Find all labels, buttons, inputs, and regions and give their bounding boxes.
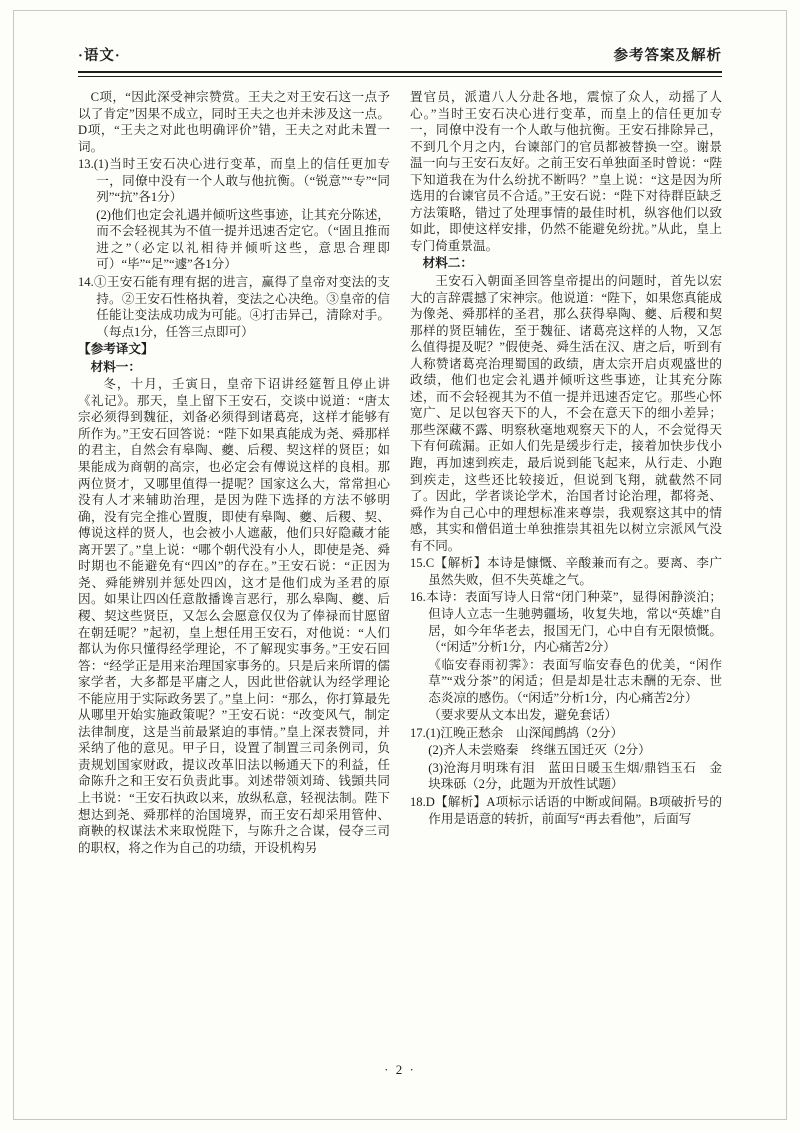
paragraph: 13.(1)当时王安石决心进行变革，而皇上的信任更加专一，同僚中没有一个人敢与他抗衡。（“锐意”“专”“同列”“抗”各1分） (78, 157, 390, 205)
page-footer (0, 1062, 800, 1078)
paragraph: (2)齐人未尝赂秦 终继五国迁灭（2分） (428, 743, 651, 758)
left-column (78, 89, 390, 1039)
paragraph: 14.①王安石能有理有据的进言，赢得了皇帝对变法的支持。②王安石性格执着，变法之心决绝。③皇帝的信任能让变法成功成为可能。④打击异己，清除对手。（每点1分，任答三点即可） (78, 275, 390, 339)
paragraph: 材料一： (90, 359, 141, 374)
header-divider (78, 71, 722, 77)
paragraph: (2)他们也定会礼遇并倾听这些事迹，让其充分陈述，而不会轻视其为不值一提并迅速否定它。（“固且推而进之”（必定以礼相待并倾听这些，意思合理即可）“毕”“足”“遽”各1分） (96, 207, 390, 272)
subject-label: ·语文· (78, 48, 121, 64)
paragraph: 18.D【解析】A项标示话语的中断或间隔。B项破折号的作用是语意的转折，前面写“再去看他”，后面写 (410, 794, 722, 826)
paragraph: C项，“因此深受神宗赞赏。王夫之对王安石这一点予以了肯定”因果不成立，同时王夫之也并未涉及这一点。D项，“王夫之对此也明确评价”错，王夫之对此未置一词。 (78, 90, 390, 154)
page-header (78, 44, 722, 65)
paragraph: 王安石入朝面圣回答皇帝提出的问题时，首先以宏大的言辞震撼了宋神宗。他说道：“陛下，如果您真能成为像尧、舜那样的圣君，那么获得皋陶、夔、后稷和契那样的贤臣辅佐，至于魏征、诸葛亮这样的人物，又怎么值得提及呢？”假使尧、舜生活在汉、唐之后，听到有人称赞诸葛亮治理蜀国的政绩，唐太宗开启贞观盛世的政绩，他们也定会礼遇并倾听这些事迹，让其充分陈述，而不会轻视其为不值一提并迅速否定它。那些心怀宽广、足以包容天下的人，不会在意天下的细小差异；那些深藏不露、明察秋毫地观察天下的人，不会觉得天下有何疏漏。正如人们先是缓步行走，接着加快步伐小跑，再加速到疾走，最后说到能飞起来，从行走、小跑到疾走，这些还比较接近，但说到飞翔，就截然不同了。因此，学者谈论学术，治国者讨论治理，都将尧、舜作为自己心中的理想标准来尊崇，我观察这其中的情感，其实和僧侣道士单独推崇其祖先以树立宗派风气没有不同。 (410, 274, 722, 553)
paragraph: （要求要从文本出发，避免套话） (428, 708, 618, 723)
paragraph: 15.C【解析】本诗是慷慨、辛酸兼而有之。要离、李广虽然失败，但不失英雄之气。 (410, 556, 722, 587)
right-column (410, 89, 722, 1039)
content-columns (78, 89, 722, 1039)
paragraph: 冬，十月，壬寅日，皇帝下诏讲经筵暂且停止讲《礼记》。那天，皇上留下王安石，交谈中说道：“唐太宗必须得到魏征，刘备必须得到诸葛亮，这样才能够有所作为。”王安石回答说：“陛下如果真能成为尧、舜那样的君主，自然会有皋陶、夔、后稷、契这样的贤臣；如果能成为商朝的高宗，也必定会有傅说这样的良相。那两位贤才，又哪里值得一提呢？国家这么大，常常担心没有人才来辅助治理，是因为陛下选择的方法不够明确，没有完全推心置腹，即使有皋陶、夔、后稷、契、傅说这样的贤人，也会被小人遮蔽，他们只好隐藏才能离开罢了。”皇上说：“哪个朝代没有小人，即使是尧、舜时期也不能避免有“四凶”的存在。”王安石说：“正因为尧、舜能辨别并惩处四凶，这才是他们成为圣君的原因。如果让四凶任意散播谗言恶行，那么皋陶、夔、后稷、契这些贤臣，又怎么会愿意仅仅为了俸禄而甘愿留在朝廷呢？”起初，皇上想任用王安石，对他说：“人们都认为你只懂得经学理论，不了解现实事务。”王安石回答：“经学正是用来治理国家事务的。只是后来所谓的儒家学者，大多都是平庸之人，因此世俗就认为经学理论不能应用于实际政务罢了。”皇上问：“那么，你打算最先从哪里开始实施政策呢？”王安石说：“改变风气，制定法律制度，这是当前最紧迫的事情。”皇上深表赞同，并采纳了他的意见。甲子日，设置了制置三司条例司，负责规划国家财政，提议改革旧法以畅通天下的利益，任命陈升之和王安石负责此事。刘述带领刘琦、钱顗共同上书说：“王安石执政以来，放纵私意，轻视法制。陛下想达到尧、舜那样的治国境界，而王安石却采用管仲、商鞅的权谋法术来取悦陛下，与陈升之合谋，侵夺三司的职权，将之作为自己的功绩，开设机构另 (78, 377, 390, 855)
answer-key-title: 参考答案及解析 (613, 48, 722, 64)
paragraph: 材料二： (422, 256, 473, 271)
paragraph: 17.(1)江晚正愁余 山深闻鹧鸪（2分） (410, 725, 624, 740)
paragraph: 【参考译文】 (78, 342, 154, 357)
paragraph: 《临安春雨初霁》：表面写临安春色的优美，“闲作草”“戏分茶”的闲适；但是却是壮志未酬的无奈、世态炎凉的感伤。（“闲适”分析1分，内心痛苦2分） (428, 657, 722, 705)
paragraph: 16.本诗：表面写诗人日常“闭门种菜”，显得闲静淡泊；但诗人立志一生驰骋疆场，收复失地，常以“英雄”自居，如今年华老去，报国无门，心中自有无限愤慨。（“闲适”分析1分，内心痛苦2分） (410, 590, 722, 655)
paragraph: (3)沧海月明珠有泪 蓝田日暖玉生烟/鼎铛玉石 金块珠砾（2分，此题为开放性试题） (428, 760, 722, 792)
page-number: · 2 · (384, 1062, 416, 1077)
paragraph: 置官员，派遣八人分赴各地，震惊了众人，动摇了人心。”当时王安石决心进行变革，而皇上的信任更加专一，同僚中没有一个人敢与他抗衡。王安石排除异己，不到几个月之内，台谏部门的官员都被替换一空。谢景温一向与王安石友好。之前王安石单独面圣时曾说：“陛下知道我在为什么纷扰不断吗？”皇上说：“这是因为所选用的台谏官员不合适。”王安石说：“陛下对待群臣缺乏方法策略，错过了处理事情的最佳时机，纵容他们以致如此，即使这样安排，仍然不能避免纷扰。”从此，皇上专门倚重景温。 (410, 90, 722, 253)
